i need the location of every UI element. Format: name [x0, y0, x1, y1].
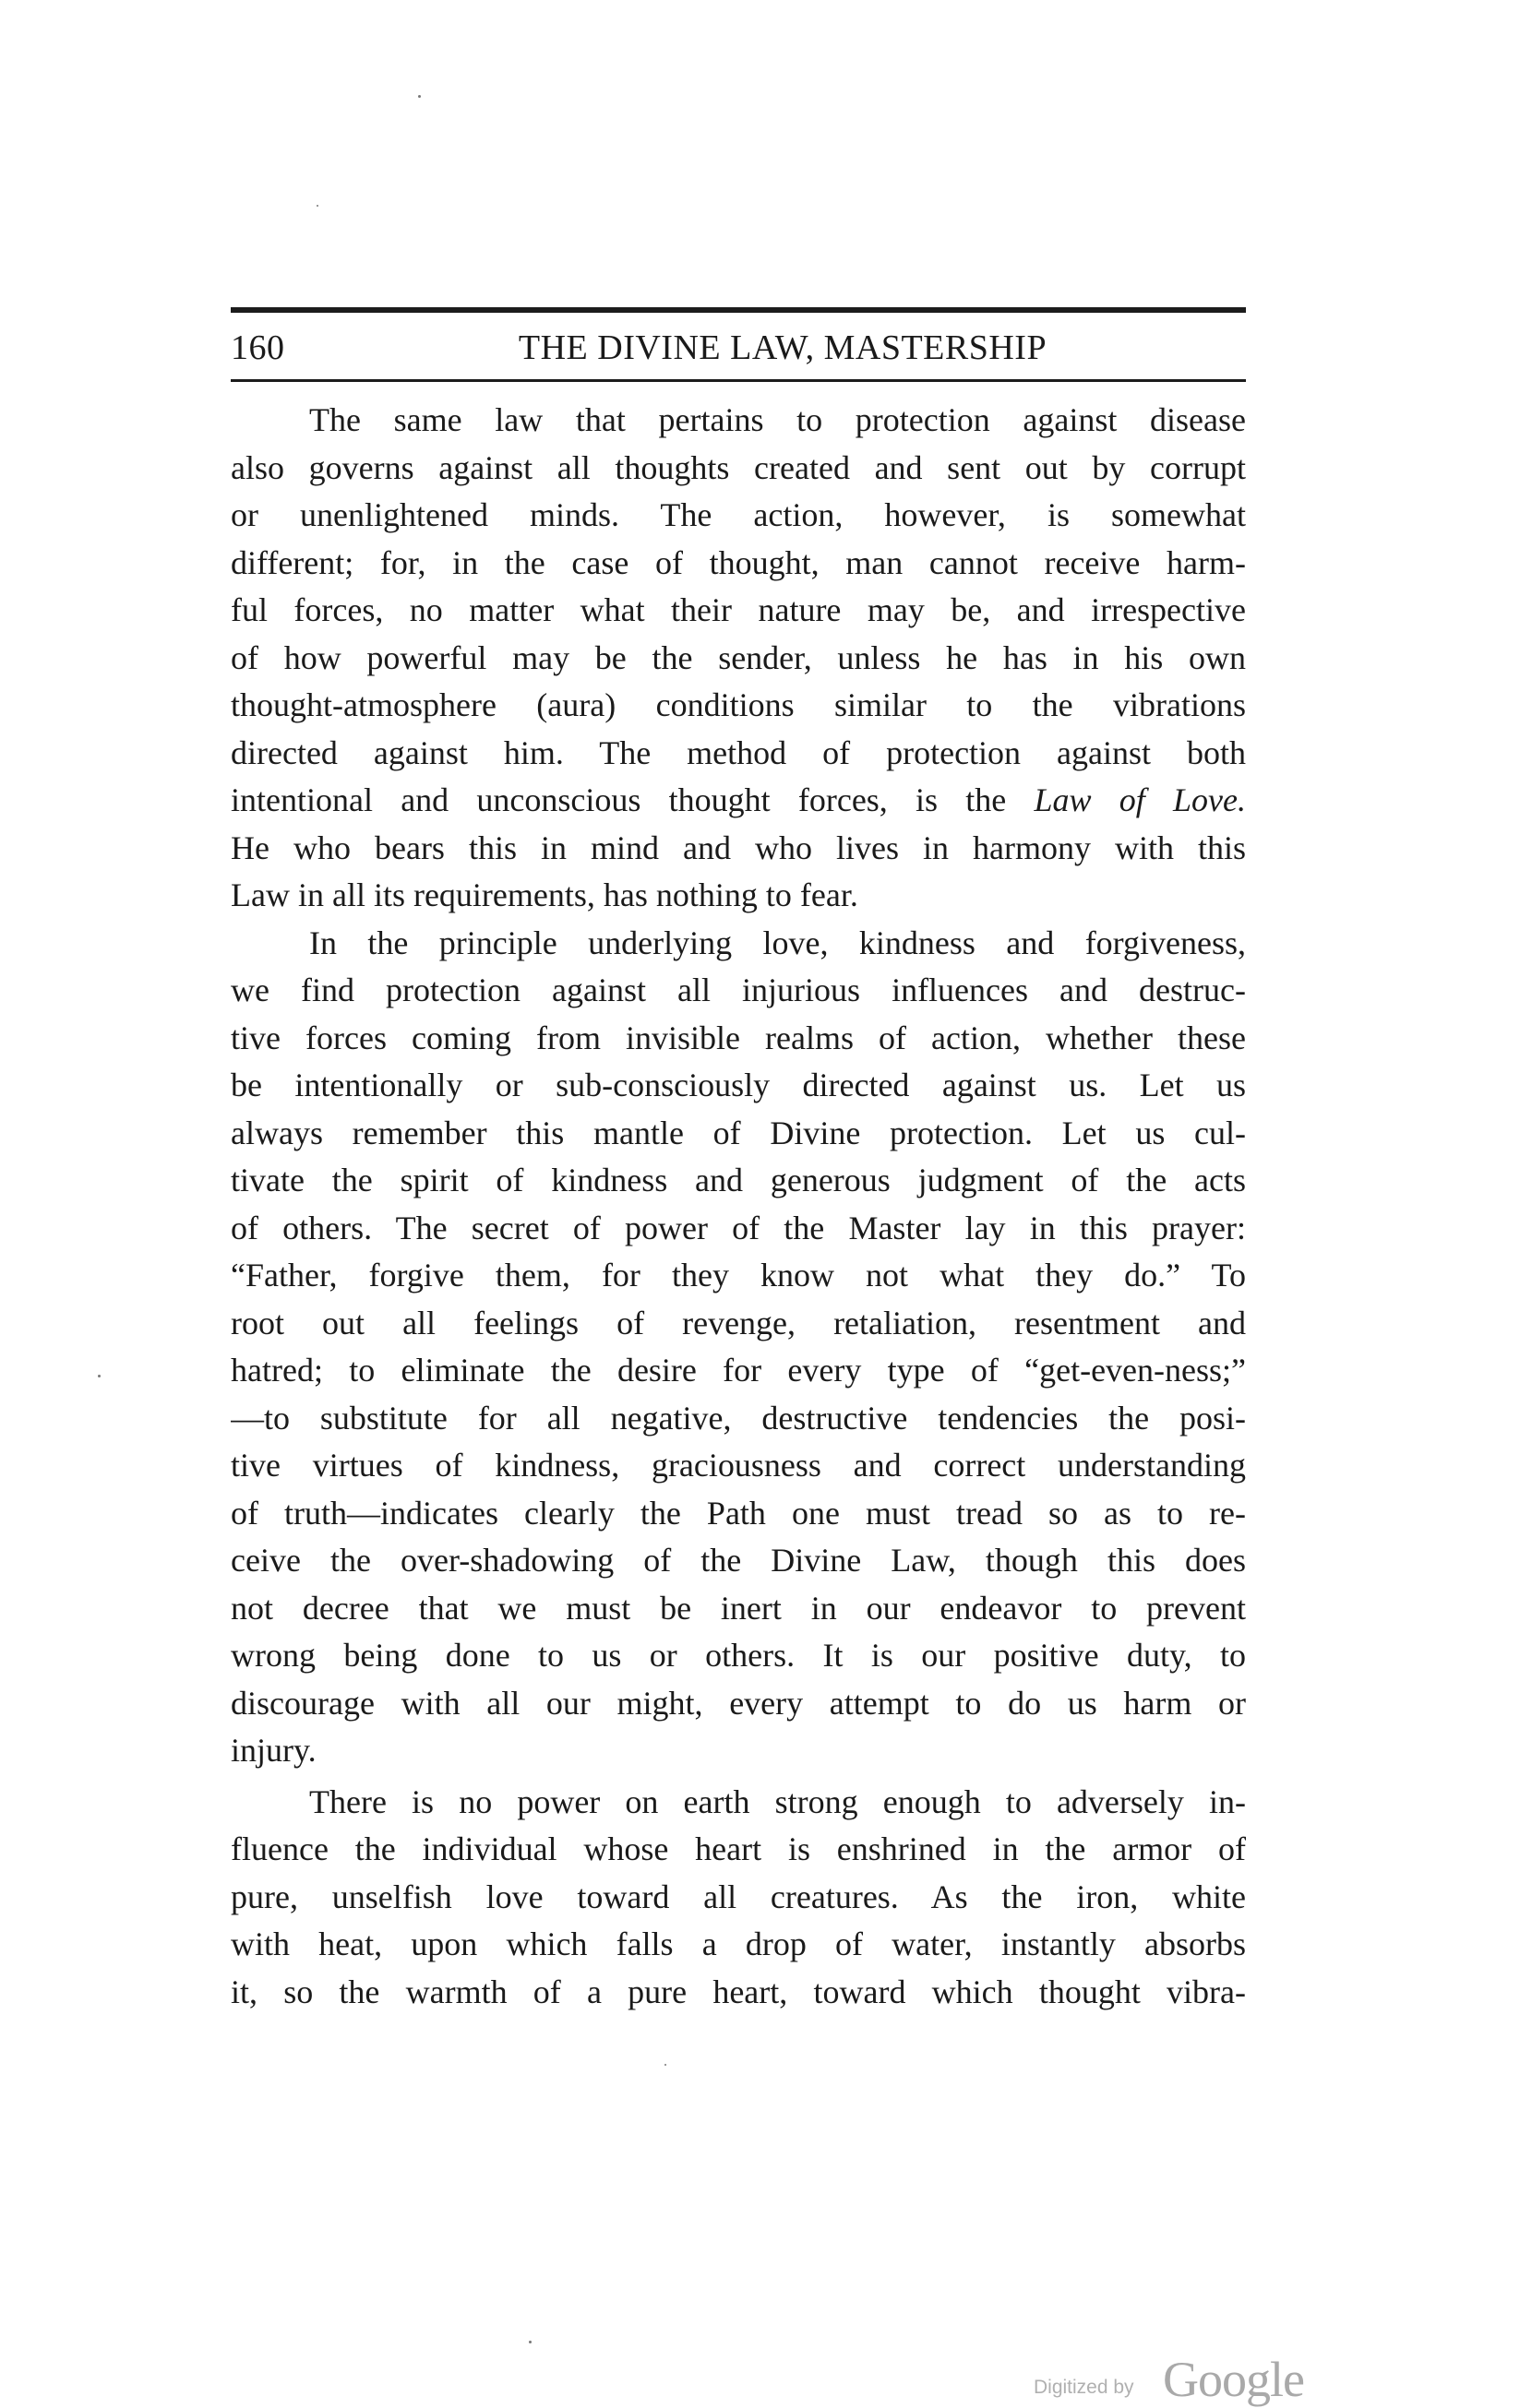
paragraph-3: [231, 1779, 1246, 2017]
text-line: discourage with all our might, every attempt to do us harm or: [231, 1684, 1246, 1722]
text-line: directed against him. The method of protection against both: [231, 733, 1246, 771]
running-head: [231, 322, 1246, 374]
watermark-prefix: Digitized by: [1034, 2377, 1134, 2398]
text-line: The same law that pertains to protection against disease: [309, 401, 1246, 438]
text-line: different; for, in the case of thought, man cannot receive harm-: [231, 543, 1246, 581]
body-text: [231, 397, 1246, 2016]
text-line: “Father, forgive them, for they know not what they do.” To: [231, 1257, 1246, 1293]
scan-speck: [529, 2341, 532, 2343]
text-line: There is no power on earth strong enough to adversely in-: [309, 1782, 1246, 1820]
text-line-with-italic: [231, 777, 1246, 825]
text-line: pure, unselfish love toward all creatures. As the iron, white: [231, 1878, 1246, 1915]
text-line: also governs against all thoughts created and sent out by corrupt: [231, 448, 1246, 486]
google-logo: Google: [1163, 2352, 1304, 2407]
text-line: we find protection against all injurious influences and destruc-: [231, 972, 1246, 1008]
text-line: with heat, upon which falls a drop of water, instantly absorbs: [231, 1925, 1246, 1962]
text-line: In the principle underlying love, kindness and forgiveness,: [309, 924, 1246, 961]
text-line: ful forces, no matter what their nature may be, and irrespective: [231, 591, 1246, 628]
text-line: wrong being done to us or others. It is our positive duty, to: [231, 1637, 1246, 1674]
text-segment: intentional and unconscious thought forces, is the: [231, 781, 1007, 818]
text-line: Law in all its requirements, has nothing to fear.: [231, 876, 858, 913]
text-line: thought-atmosphere (aura) conditions similar to the vibrations: [231, 686, 1246, 723]
text-line: or unenlightened minds. The action, however, is somewhat: [231, 496, 1246, 533]
scan-speck: [98, 1375, 101, 1377]
text-line: tive virtues of kindness, graciousness and correct understanding: [231, 1447, 1246, 1484]
text-line: fluence the individual whose heart is enshrined in the armor of: [231, 1830, 1246, 1867]
text-line: injury.: [231, 1732, 317, 1769]
text-line: of truth—indicates clearly the Path one must tread so as to re-: [231, 1494, 1246, 1532]
text-line: tive forces coming from invisible realms of action, whether these: [231, 1019, 1246, 1056]
text-line: tivate the spirit of kindness and generous judgment of the acts: [231, 1162, 1246, 1198]
paragraph-2: [231, 920, 1246, 1775]
header-rule-bottom: [231, 379, 1246, 382]
text-line: root out all feelings of revenge, retaliation, resentment and: [231, 1304, 1246, 1341]
text-line: hatred; to eliminate the desire for every type of “get-even-ness;”: [231, 1352, 1246, 1389]
text-line: always remember this mantle of Divine protection. Let us cul-: [231, 1114, 1246, 1151]
text-line: ceive the over-shadowing of the Divine Law, though this does: [231, 1542, 1246, 1579]
paragraph-1: [231, 397, 1246, 920]
text-line: of others. The secret of power of the Master lay in this prayer:: [231, 1209, 1246, 1246]
page-number: 160: [231, 328, 285, 367]
text-line: not decree that we must be inert in our endeavor to prevent: [231, 1589, 1246, 1627]
text-line: it, so the warmth of a pure heart, toward which thought vibra-: [231, 1973, 1246, 2010]
scan-speck: [418, 95, 421, 98]
italic-phrase: Law of Love.: [1034, 781, 1246, 818]
scan-speck: [664, 2064, 666, 2066]
text-line: He who bears this in mind and who lives in harmony with this: [231, 828, 1246, 866]
running-title: THE DIVINE LAW, MASTERSHIP: [518, 328, 1047, 367]
scan-speck: [317, 205, 318, 207]
text-line: be intentionally or sub-consciously directed against us. Let us: [231, 1067, 1246, 1103]
text-line: of how powerful may be the sender, unless he has in his own: [231, 638, 1246, 676]
google-watermark: [1034, 2351, 1347, 2407]
header-rule-top: [231, 307, 1246, 313]
text-line: —to substitute for all negative, destructive tendencies the posi-: [231, 1399, 1246, 1436]
